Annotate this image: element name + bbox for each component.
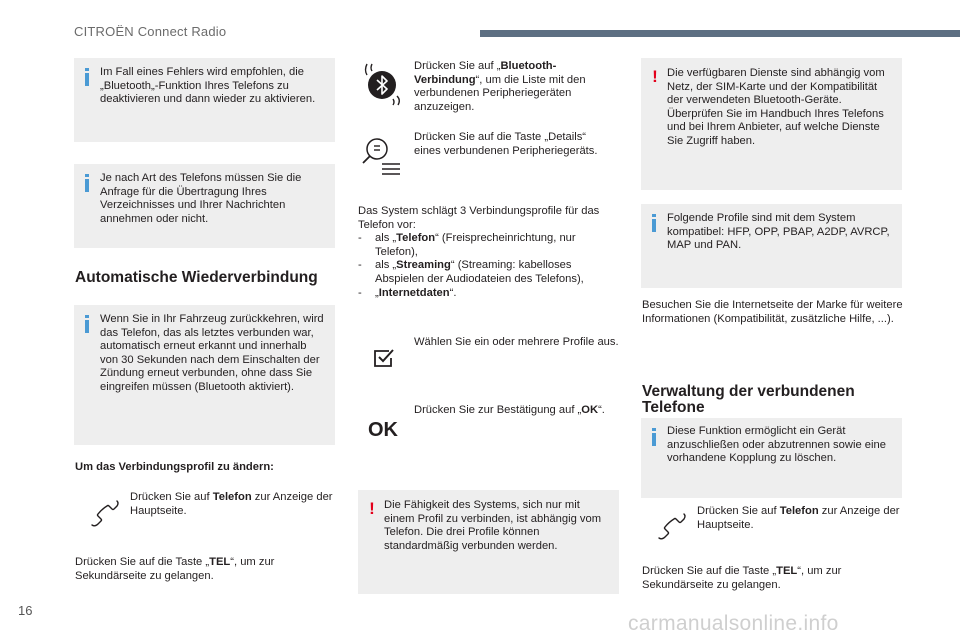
header-bar	[480, 30, 960, 37]
step-select-profiles: Wählen Sie ein oder mehrere Profile aus.	[414, 336, 619, 348]
warning-text: Die verfügbaren Dienste sind abhängig vom Netz, der SIM-Karte und der Kompatibilität der verwendeten Bluetooth-Geräte. Überprüfen Sie im Handbuch Ihres Telefons und bei Ihrem Anbieter, auf welche Dienste Sie Zugriff haben.	[667, 67, 885, 147]
info-text: Diese Funktion ermöglicht ein Gerät anzuschließen oder abzutrennen sowie eine vorhandene Kopplung zu löschen.	[667, 425, 886, 465]
info-box-manage-phones	[641, 418, 902, 498]
info-box-bluetooth-error	[74, 58, 335, 142]
info-text: Im Fall eines Fehlers wird empfohlen, die „Bluetooth„-Funktion Ihres Telefons zu deaktivieren und dann wieder zu aktivieren.	[100, 66, 316, 106]
step-press-telefon: Drücken Sie auf Telefon zur Anzeige der Hauptseite.	[697, 505, 900, 531]
info-icon	[85, 174, 89, 192]
details-icon	[360, 132, 404, 176]
section-heading-manage-phones: Verwaltung der verbundenen Telefone	[642, 383, 855, 416]
step-press-tel: Drücken Sie auf die Taste „TEL“, um zur Sekundärseite zu gelangen.	[642, 565, 842, 591]
info-icon	[85, 315, 89, 333]
section-heading-auto-reconnect: Automatische Wiederverbindung	[75, 269, 318, 286]
info-box-phone-type	[74, 164, 335, 248]
step-confirm-ok: Drücken Sie zur Bestätigung auf „OK“.	[414, 404, 605, 416]
warning-icon: !	[652, 67, 658, 86]
profile-item-internet: - „Internetdaten“.	[358, 287, 620, 301]
step-press-tel: Drücken Sie auf die Taste „TEL“, um zur Sekundärseite zu gelangen.	[75, 556, 275, 582]
info-icon	[652, 428, 656, 446]
watermark: carmanualsonline.info	[628, 612, 839, 635]
step-bluetooth-connection: Drücken Sie auf „Bluetooth-Verbindung“, um die Liste mit den verbundenen Peripheriegeräten anzuzeigen.	[414, 60, 586, 113]
running-header: CITROËN Connect Radio	[74, 24, 227, 39]
phone-handset-icon	[89, 500, 121, 528]
step-press-telefon: Drücken Sie auf Telefon zur Anzeige der Hauptseite.	[130, 491, 333, 517]
page-number: 16	[18, 603, 33, 618]
step-details: Drücken Sie auf die Taste „Details“ eines verbundenen Peripheriegeräts.	[414, 131, 598, 157]
info-text: Wenn Sie in Ihr Fahrzeug zurückkehren, wird das Telefon, das als letztes verbunden war, automatisch erneut erkannt und innerhalb von 30 Sekunden nach dem Einschalten der Zündung erneut verbunden, ohne dass Sie eingreifen müssen (Bluetooth aktiviert).	[100, 313, 324, 393]
checkbox-icon	[373, 348, 395, 370]
info-box-compatible-profiles	[641, 204, 902, 288]
profile-item-streaming: - als „Streaming“ (Streaming: kabelloses Abspielen der Audiodateien des Telefons),	[358, 259, 620, 286]
info-text: Folgende Profile sind mit dem System kompatibel: HFP, OPP, PBAP, A2DP, AVRCP, MAP und PAN.	[667, 212, 890, 252]
warning-box-profile	[358, 490, 619, 594]
warning-icon: !	[369, 499, 375, 518]
subheading-change-profile: Um das Verbindungsprofil zu ändern:	[75, 461, 274, 473]
info-icon	[85, 68, 89, 86]
profile-list	[358, 232, 620, 300]
warning-box-services	[641, 58, 902, 190]
ok-icon: OK	[368, 419, 398, 441]
profiles-intro: Das System schlägt 3 Verbindungsprofile für das Telefon vor: - als „Telefon“ (Freisprecheinrichtung, nur Telefon), - als „Streaming“ (Streaming: kabelloses Abspielen der Audiodateien des Telefons), - „Internetdaten“.	[358, 205, 620, 300]
phone-handset-icon	[656, 513, 688, 541]
info-text: Je nach Art des Telefons müssen Sie die Anfrage für die Übertragung Ihres Verzeichnisses und Ihrer Nachrichten annehmen oder nicht.	[100, 172, 302, 225]
info-icon	[652, 214, 656, 232]
bluetooth-connection-icon	[358, 58, 406, 106]
info-box-auto-reconnect	[74, 305, 335, 445]
profile-item-telefon: - als „Telefon“ (Freisprecheinrichtung, nur Telefon),	[358, 232, 620, 259]
visit-website-text: Besuchen Sie die Internetseite der Marke für weitere Informationen (Kompatibilität, zusätzliche Hilfe, ...).	[642, 299, 903, 325]
warning-text: Die Fähigkeit des Systems, sich nur mit einem Profil zu verbinden, ist abhängig vom Telefon. Die drei Profile können standardmäßig verbunden werden.	[384, 499, 602, 552]
